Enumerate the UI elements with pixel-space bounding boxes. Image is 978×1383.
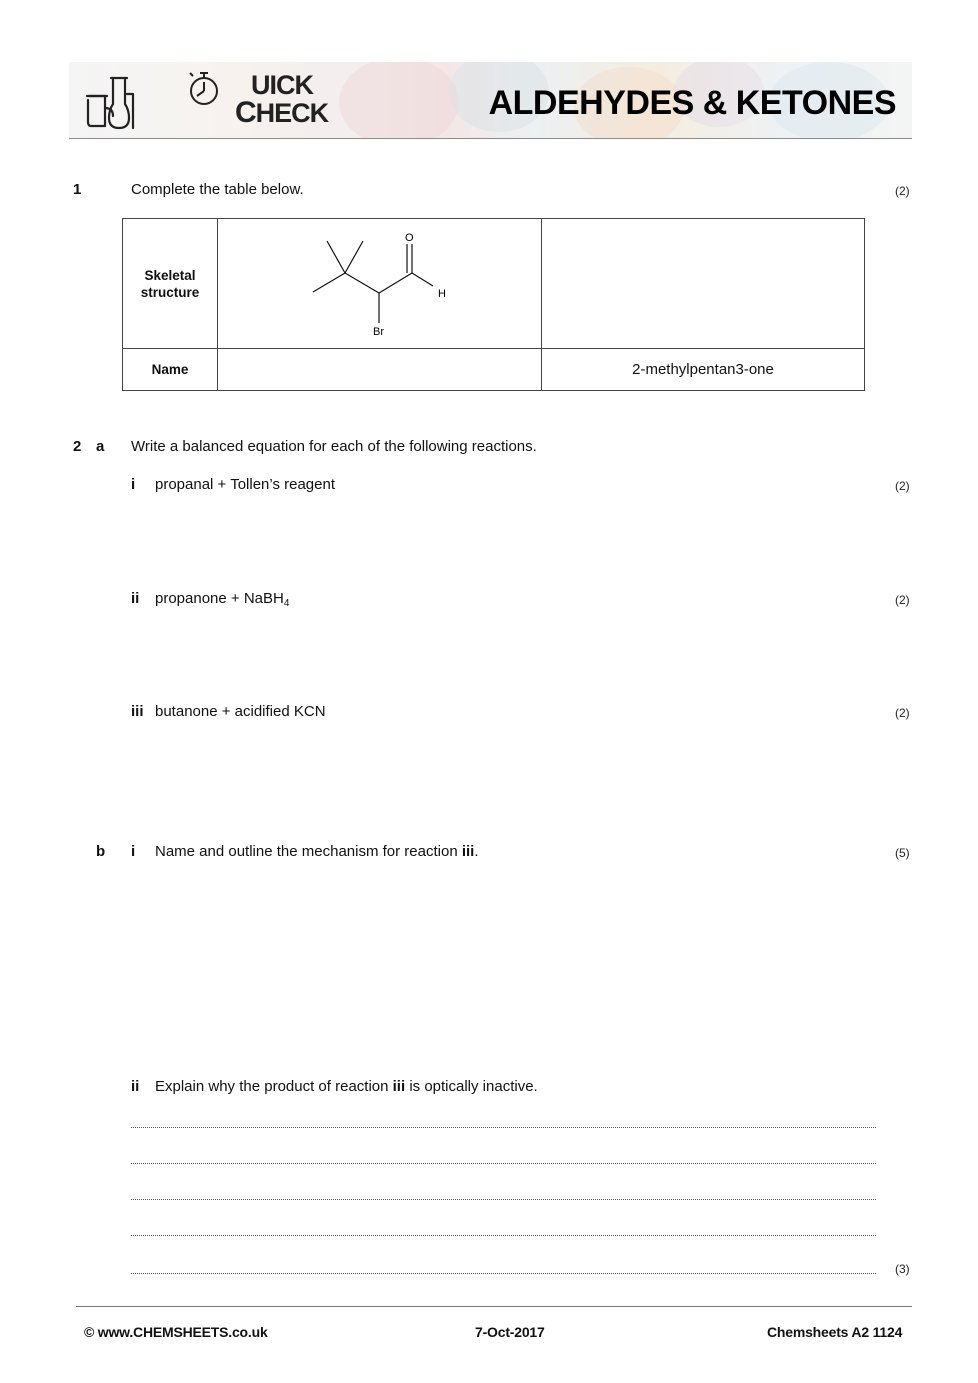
glassware-logo-icon	[83, 74, 143, 132]
question-2a-ii-marks: (2)	[895, 593, 910, 607]
atom-bromine: Br	[373, 326, 384, 338]
answer-line-5[interactable]	[131, 1272, 876, 1274]
question-2a-iii-text: butanone + acidified KCN	[155, 703, 326, 720]
atom-hydrogen: H	[438, 288, 446, 300]
question-2b-letter: b	[96, 843, 106, 860]
footer-sheet-id: Chemsheets A2 1124	[767, 1324, 903, 1340]
question-2b-ii-marks: (3)	[895, 1262, 910, 1276]
atom-oxygen: O	[405, 232, 414, 244]
skeletal-structure-cell	[218, 219, 542, 349]
question-2b-i-marks: (5)	[895, 846, 910, 860]
table-row-name	[123, 349, 865, 391]
name-answer-cell[interactable]	[218, 349, 542, 391]
table-row-skeletal	[123, 219, 865, 349]
answer-line-4[interactable]	[131, 1234, 876, 1236]
question-2b-ii-text-main: Explain why the product of reaction	[155, 1078, 393, 1095]
question-2-number: 2	[73, 438, 82, 455]
name-label: Name	[151, 362, 189, 377]
question-2a-i-numeral: i	[131, 476, 136, 493]
question-2a-letter: a	[96, 438, 105, 455]
question-2a-iii-marks: (2)	[895, 706, 910, 720]
question-2b-i-text-main: Name and outline the mechanism for reaction	[155, 843, 462, 860]
name-value-cell: 2-methylpentan3-one	[542, 349, 865, 391]
answer-line-3[interactable]	[131, 1198, 876, 1200]
skeletal-structure-diagram	[218, 219, 541, 348]
question-2a-ii-text	[155, 590, 289, 607]
bond-methyl-3	[313, 273, 345, 292]
bond-methyl-2	[345, 241, 363, 273]
row-label-name	[123, 349, 218, 391]
question-2b-i-text-end: .	[474, 843, 479, 860]
question-2a-i-marks: (2)	[895, 479, 910, 493]
bond-methyl-1	[327, 241, 345, 273]
question-2a-ii-text-main: propanone + NaBH	[155, 590, 284, 607]
question-2a-ii-subscript: 4	[283, 598, 290, 609]
question-2b-ii-text-end: is optically inactive.	[405, 1078, 538, 1095]
answer-line-1[interactable]	[131, 1126, 876, 1128]
row-label-skeletal-structure	[123, 219, 218, 349]
skeletal-structure-label: Skeletal structure	[140, 267, 200, 300]
footer-copyright: © www.CHEMSHEETS.co.uk	[84, 1324, 268, 1340]
question-1-table	[122, 218, 865, 391]
bond-c3-c4	[379, 273, 412, 293]
header-banner	[69, 62, 912, 139]
question-2a-ii-numeral: ii	[131, 590, 140, 607]
question-2b-i-reaction-ref: iii	[461, 843, 475, 860]
logo-line-1: UICK	[251, 70, 313, 100]
question-2a-text: Write a balanced equation for each of the following reactions.	[131, 438, 537, 455]
question-2b-ii-reaction-ref: iii	[392, 1078, 406, 1095]
question-1-text: Complete the table below.	[131, 181, 304, 198]
question-2b-ii-numeral: ii	[131, 1078, 140, 1095]
skeletal-structure-answer-cell[interactable]	[542, 219, 865, 349]
logo-line-2: CHECK	[235, 96, 329, 129]
bond-c2-c3	[345, 273, 379, 293]
logo-line-2-text: HECK	[255, 98, 329, 128]
footer-divider	[76, 1306, 912, 1307]
question-2a-i-text: propanal + Tollen’s reagent	[155, 476, 335, 493]
question-1-number: 1	[73, 181, 82, 198]
footer-date: 7-Oct-2017	[475, 1324, 545, 1340]
question-2b-i-numeral: i	[131, 843, 136, 860]
answer-line-2[interactable]	[131, 1162, 876, 1164]
page-title: ALDEHYDES & KETONES	[488, 84, 896, 122]
question-2b-ii-text	[155, 1078, 538, 1095]
quick-check-logo	[217, 72, 328, 127]
bond-c-h	[412, 273, 433, 286]
question-2b-i-text	[155, 843, 479, 860]
question-2a-iii-numeral: iii	[131, 703, 144, 720]
question-1-marks: (2)	[895, 184, 910, 198]
